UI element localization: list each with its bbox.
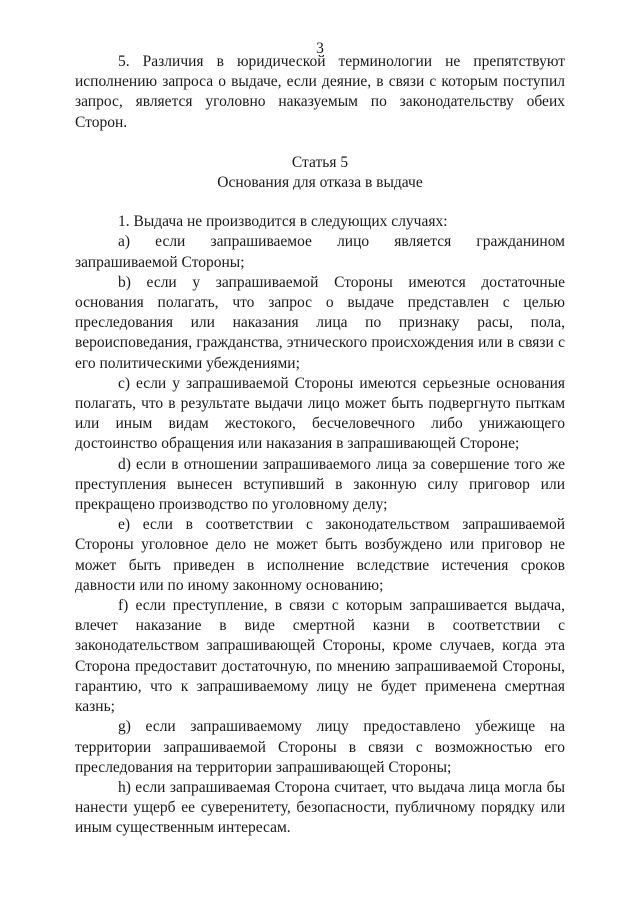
spacer [75, 133, 565, 153]
clause-c: c) если у запрашиваемой Стороны имеются серьезные основания полагать, что в результате выдачи лицо может быть подвергнуто пыткам или иным видам жестокого, бесчеловечного либо унижающего достоинство обращения или наказания в запрашивающей Стороне; [75, 374, 565, 453]
clause-d: d) если в отношении запрашиваемого лица за совершение того же преступления вынесен вступивший в законную силу приговор или прекращено производство по уголовному делу; [75, 455, 565, 514]
clause-h: h) если запрашиваемая Сторона считает, что выдача лица могла бы нанести ущерб ее суверенитету, безопасности, публичному порядку или иным существенным интересам. [75, 778, 565, 837]
clause-f: f) если преступление, в связи с которым запрашивается выдача, влечет наказание в виде смертной казни в соответствии с законодательством запрашивающей Стороны, кроме случаев, когда эта Сторона предоставит достаточную, по мнению запрашиваемой Стороны, гарантию, что к запрашиваемому лицу не будет применена смертная казнь; [75, 597, 565, 716]
spacer [75, 193, 565, 212]
article-label: Статья 5 [291, 153, 349, 171]
clause-a: a) если запрашиваемое лицо является гражданином запрашиваемой Стороны; [75, 233, 565, 271]
clause-1: 1. Выдача не производится в следующих случаях: [118, 213, 448, 231]
clause-b: b) если у запрашиваемой Стороны имеются достаточные основания полагать, что запрос о выдаче представлен с целью преследования или наказания лица по признаку расы, пола, вероисповедания, гражданства, этнического происхождения или в связи с его политическими убеждениями; [75, 273, 565, 372]
article-title: Основания для отказа в выдаче [217, 174, 423, 192]
page-number: 3 [316, 40, 324, 57]
document-body [75, 52, 565, 839]
clause-e: e) если в соответствии с законодательством запрашиваемой Стороны уголовное дело не может быть возбуждено или приговор не может быть приведен в исполнение вследствие истечения сроков давности или по иному законному основанию; [75, 516, 565, 594]
intro-paragraph: 5. Различия в юридической терминологии не препятствуют исполнению запроса о выдаче, если деяние, в связи с которым поступил запрос, является уголовно наказуемым по законодательству обеих Сторон. [75, 53, 565, 131]
clause-g: g) если запрашиваемому лицу предоставлено убежище на территории запрашиваемой Стороны в связи с возможностью его преследования на территории запрашивающей Стороны; [75, 718, 565, 776]
